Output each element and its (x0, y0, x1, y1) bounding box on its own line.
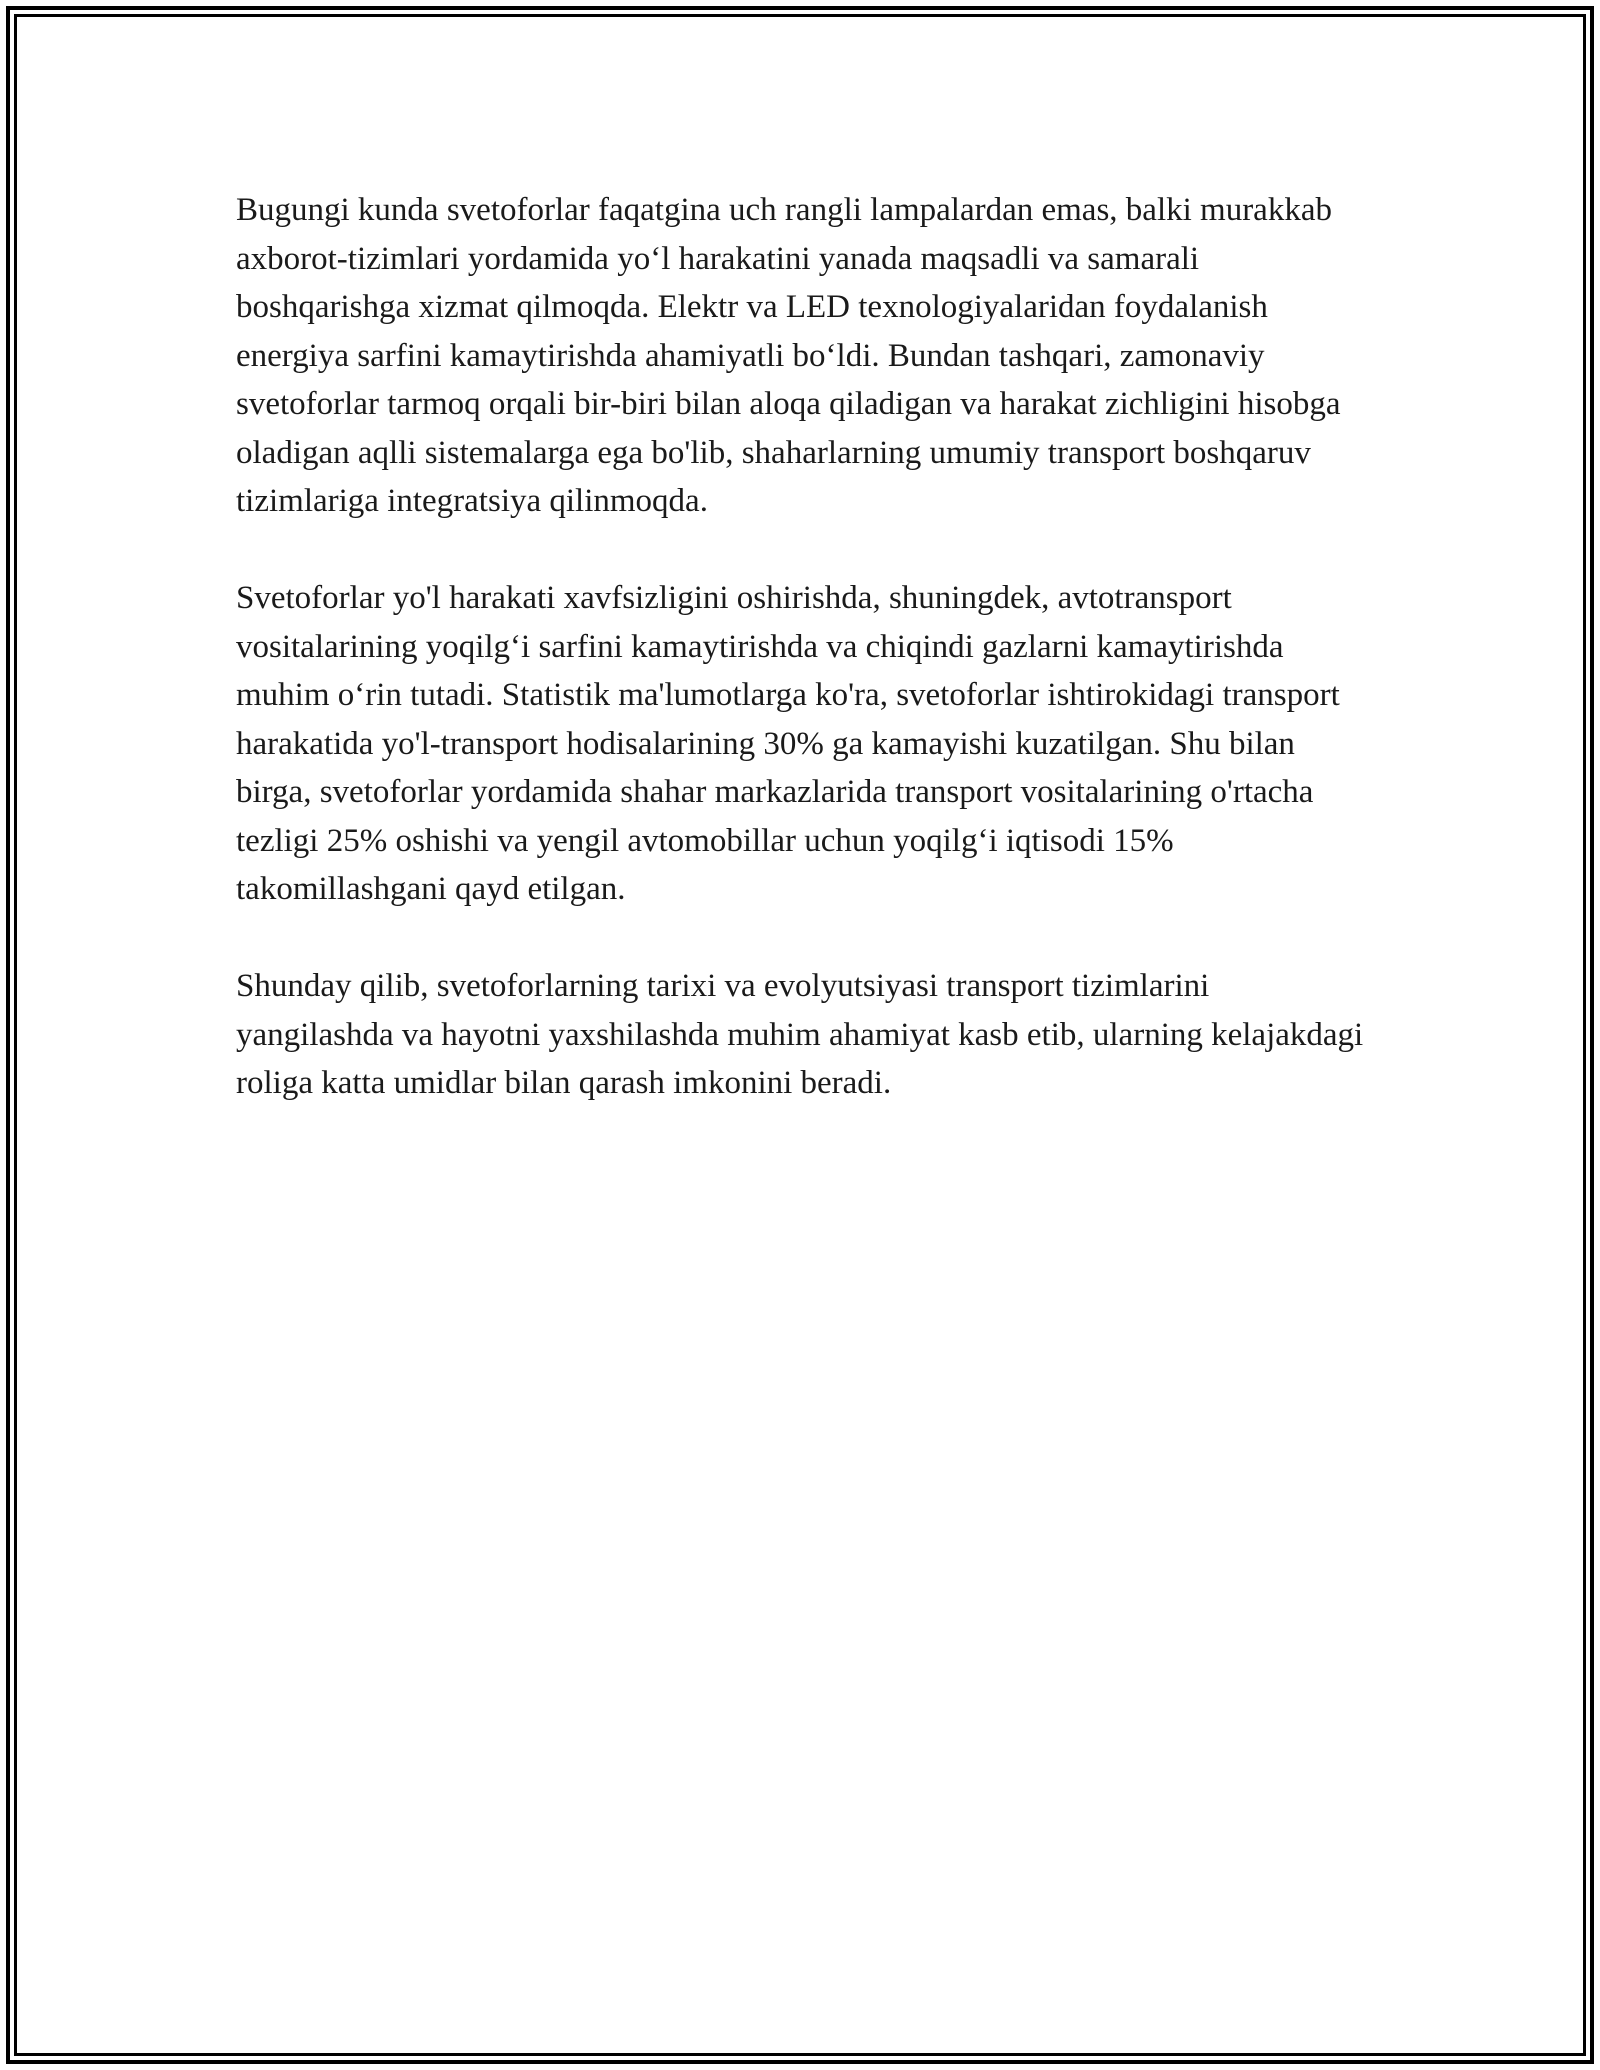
paragraph-2: Svetoforlar yo'l harakati xavfsizligini oshirishda, shuningdek, avtotransport vositalarining yoqilg‘i sarfini kamaytirishda va chiqindi gazlarni kamaytirishda muhim o‘rin tutadi. Statistik ma'lumotlarga ko'ra, svetoforlar ishtirokidagi transport harakatida yo'l-transport hodisalarining 30% ga kamayishi kuzatilgan. Shu bilan birga, svetoforlar yordamida shahar markazlarida transport vositalarining o'rtacha tezligi 25% oshishi va yengil avtomobillar uchun yoqilg‘i iqtisodi 15% takomillashgani qayd etilgan. (236, 580, 1340, 907)
paragraph-3: Shunday qilib, svetoforlarning tarixi va evolyutsiyasi transport tizimlarini yangilashda va hayotni yaxshilashda muhim ahamiyat kasb etib, ularning kelajakdagi roliga katta umidlar bilan qarash imkonini beradi. (236, 968, 1364, 1101)
paragraph-1: Bugungi kunda svetoforlar faqatgina uch rangli lampalardan emas, balki murakkab axborot-tizimlari yordamida yo‘l harakatini yanada maqsadli va samarali boshqarishga xizmat qilmoqda. Elektr va LED texnologiyalaridan foydalanish energiya sarfini kamaytirishda ahamiyatli bo‘ldi. Bundan tashqari, zamonaviy svetoforlar tarmoq orqali bir-biri bilan aloqa qiladigan va harakat zichligini hisobga oladigan aqlli sistemalarga ega bo'lib, shaharlarning umumiy transport boshqaruv tizimlariga integratsiya qilinmoqda. (236, 192, 1341, 519)
document-body (236, 186, 1366, 1156)
